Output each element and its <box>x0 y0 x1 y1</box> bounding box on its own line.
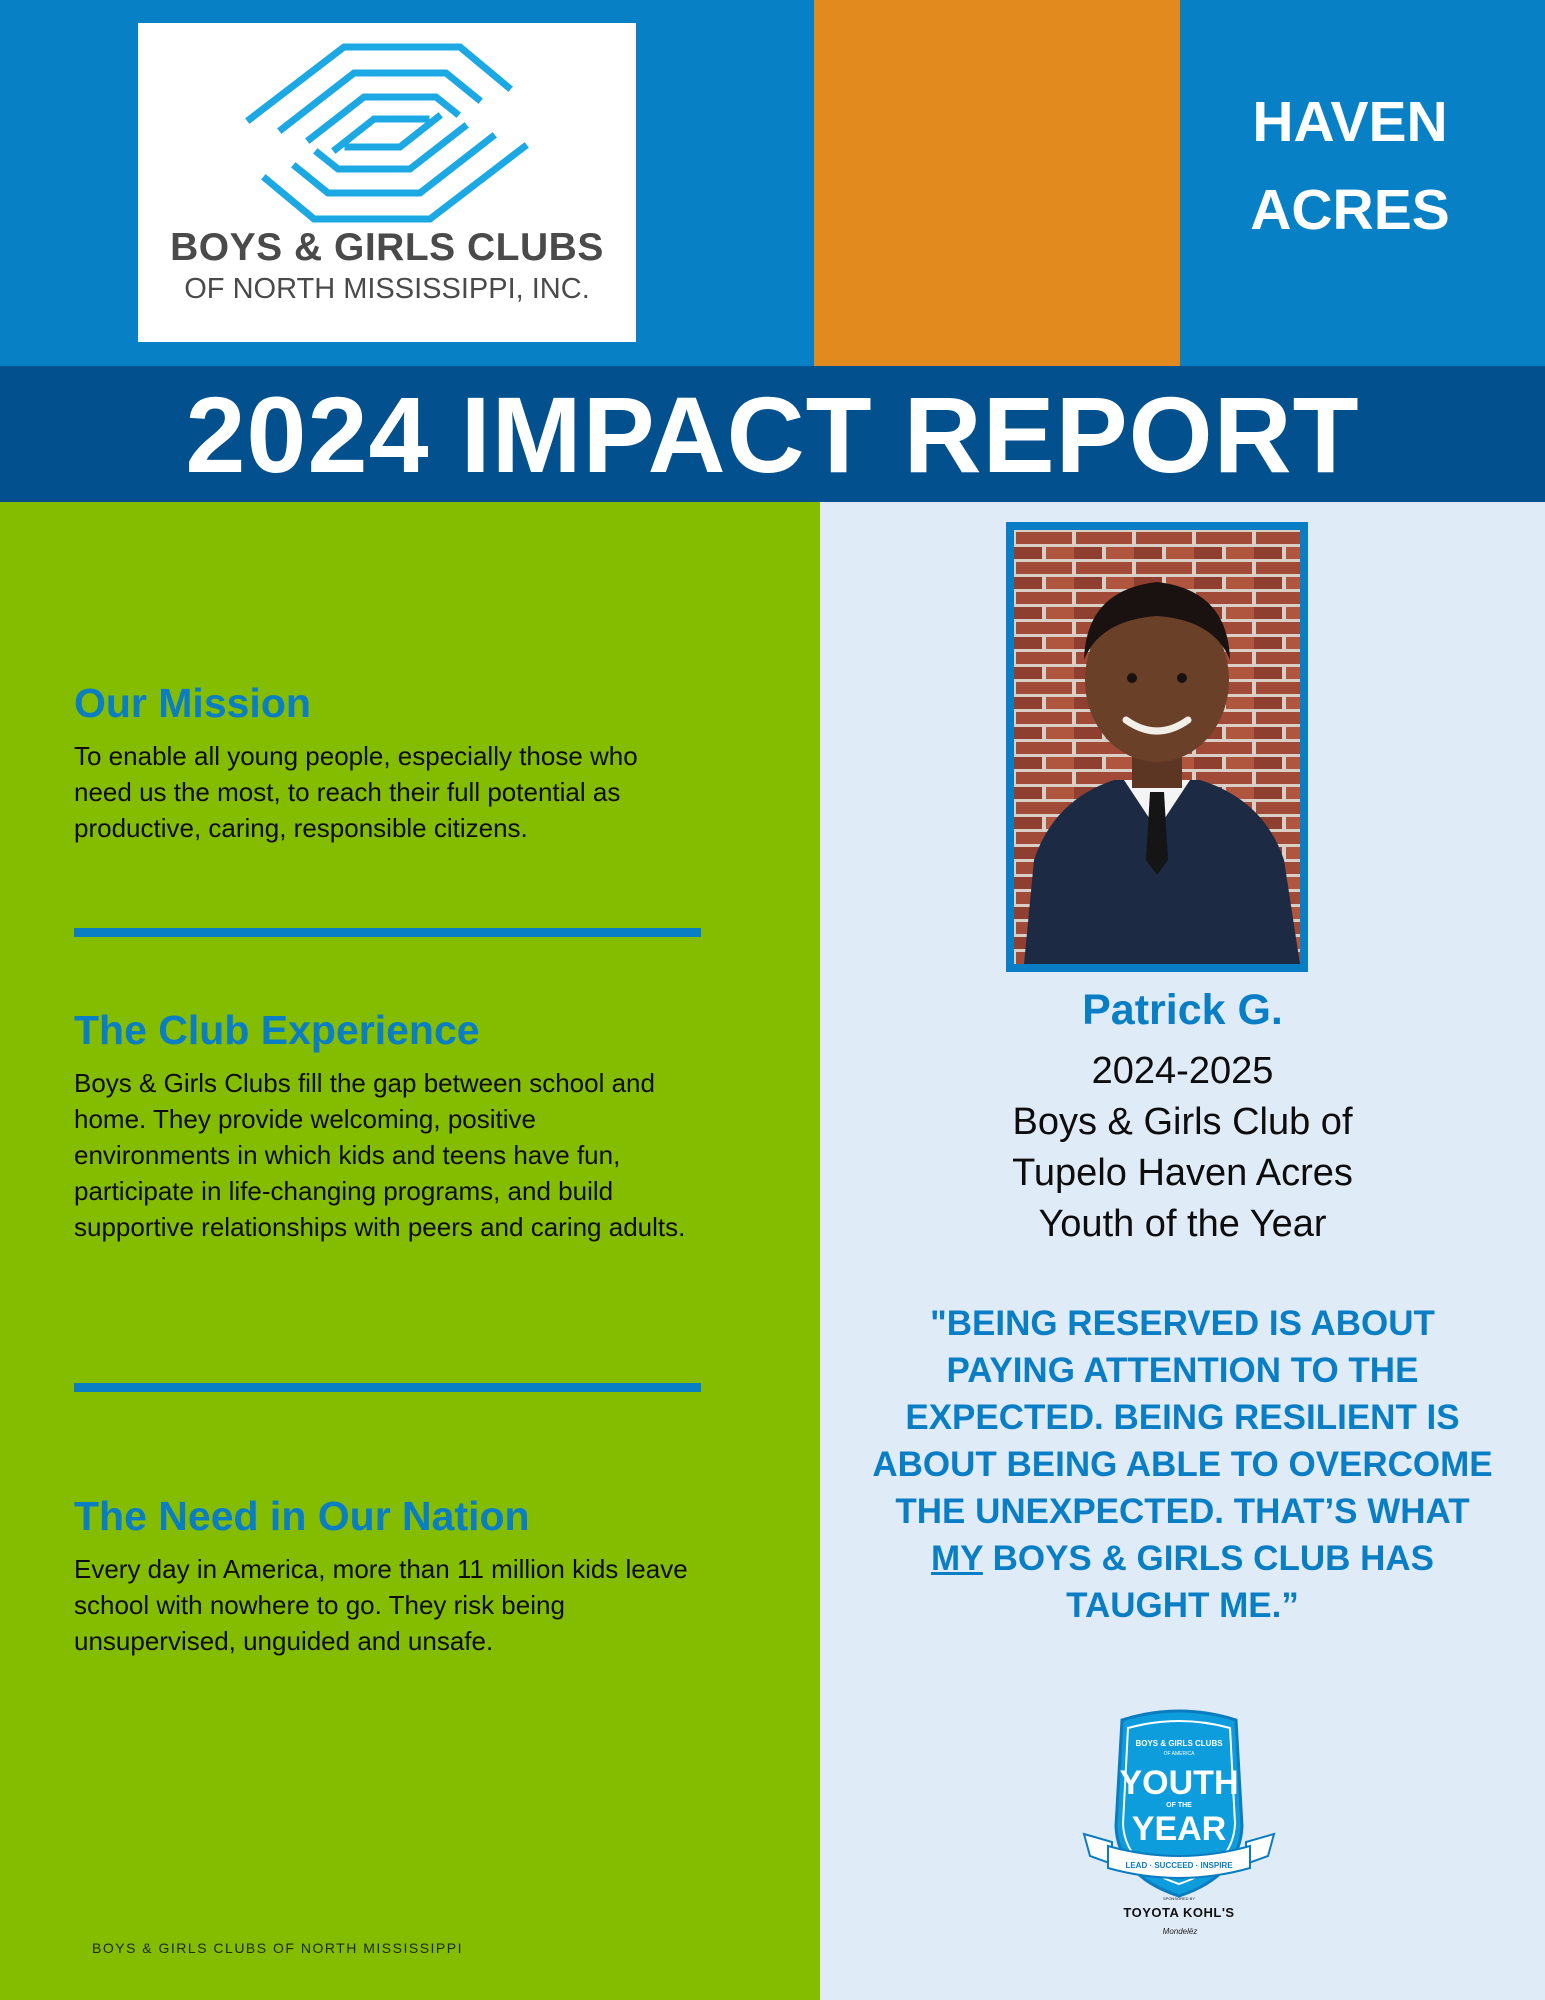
need-heading: The Need in Our Nation <box>74 1493 530 1539</box>
footer-org-name: BOYS & GIRLS CLUBS OF NORTH MISSISSIPPI <box>92 1940 463 1956</box>
award-line-location: Tupelo Haven Acres <box>1012 1152 1353 1194</box>
badge-ribbon-text: LEAD · SUCCEED · INSPIRE <box>1125 1861 1233 1870</box>
honoree-photo <box>1014 530 1300 964</box>
honoree-name: Patrick G. <box>1082 986 1283 1034</box>
badge-of-the-text: OF THE <box>1166 1802 1192 1809</box>
badge-org-text: BOYS & GIRLS CLUBS <box>1135 1739 1223 1748</box>
club-experience-heading: The Club Experience <box>74 1007 480 1053</box>
quote-underlined-word: MY <box>930 1539 983 1578</box>
sponsor-small-logo: Mondelēz <box>1162 1927 1198 1936</box>
quote-text-part2: BOYS & GIRLS CLUB HAS TAUGHT ME.” <box>982 1539 1434 1625</box>
location-title: HAVEN ACRES <box>1250 90 1450 242</box>
logo-text-line2: OF NORTH MISSISSIPPI, INC. <box>184 273 590 305</box>
badge-year-text: YEAR <box>1131 1810 1227 1848</box>
youth-of-the-year-badge-icon <box>1082 1706 1276 1906</box>
award-line-years: 2024-2025 <box>1091 1050 1274 1092</box>
mission-heading: Our Mission <box>74 680 311 726</box>
mission-body: To enable all young people, especially those who need us the most, to reach their full potential as productive, caring, responsible citizens. <box>74 741 638 843</box>
orange-accent-block <box>814 0 1180 366</box>
badge-sponsored-by-text: SPONSORED BY <box>1162 1896 1196 1901</box>
honoree-photo-frame <box>1006 522 1308 972</box>
badge-youth-text: YOUTH <box>1119 1764 1239 1802</box>
section-divider <box>74 928 701 937</box>
left-column <box>0 502 820 2000</box>
club-logo <box>138 23 636 342</box>
section-divider <box>74 1383 701 1392</box>
logo-text-line1: BOYS & GIRLS CLUBS <box>170 226 604 269</box>
award-line-title: Youth of the Year <box>1038 1203 1327 1245</box>
report-title: 2024 IMPACT REPORT <box>185 374 1360 495</box>
need-body: Every day in America, more than 11 million kids leave school with nowhere to go. They risk being unsupervised, unguided and unsafe. <box>74 1554 688 1656</box>
handshake-logo-icon <box>240 43 534 223</box>
honoree-quote <box>870 1300 1495 1629</box>
badge-org-sub-text: OF AMERICA <box>1163 1751 1195 1757</box>
quote-text-part1: "BEING RESERVED IS ABOUT PAYING ATTENTION TO THE EXPECTED. BEING RESILIENT IS ABOUT BEING ABLE TO OVERCOME THE UNEXPECTED. THAT’S WHAT <box>872 1304 1493 1531</box>
club-experience-body: Boys & Girls Clubs fill the gap between school and home. They provide welcoming, positive environments in which kids and teens have fun, participate in life-changing programs, and build supportive relationships with peers and caring adults. <box>74 1068 686 1242</box>
sponsor-logos: TOYOTA KOHL'S <box>1123 1905 1235 1920</box>
award-line-club: Boys & Girls Club of <box>1012 1101 1353 1143</box>
